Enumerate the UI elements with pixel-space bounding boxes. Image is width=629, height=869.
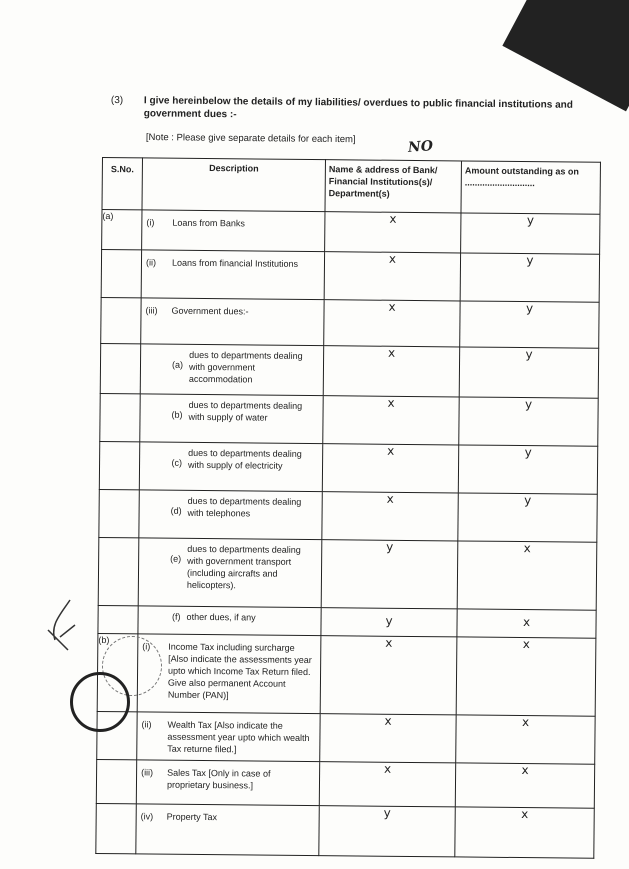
row-text: Loans from financial Institutions	[171, 257, 299, 269]
row-description	[141, 250, 324, 300]
row-sno	[100, 343, 140, 393]
row-sublabel: (e)	[170, 553, 182, 564]
intro-paragraph	[110, 94, 597, 125]
amount-mark: x	[455, 807, 594, 858]
row-sno	[101, 250, 141, 298]
amount-mark: y	[461, 213, 600, 254]
amount-mark: x	[455, 763, 594, 808]
bank-mark: x	[324, 300, 460, 347]
amount-mark: y	[458, 493, 597, 542]
table-row	[97, 711, 595, 764]
row-description	[138, 606, 321, 636]
row-description	[141, 298, 324, 346]
bank-mark: x	[323, 346, 459, 397]
header-description: Description	[142, 158, 325, 212]
amount-mark: x	[456, 715, 595, 764]
row-text: Wealth Tax [Also indicate the assessment year upto which wealth Tax returne filed.]	[167, 719, 310, 755]
row-description	[137, 712, 320, 762]
intro-text: I give hereinbelow the details of my liabilities/ overdues to public financial institutions and government dues :-	[143, 95, 573, 121]
table-row	[101, 250, 599, 303]
amount-mark: x	[457, 541, 597, 610]
amount-mark: y	[460, 253, 599, 302]
row-sublabel: (f)	[172, 611, 181, 622]
bank-mark: x	[320, 714, 456, 763]
row-sno	[98, 537, 139, 605]
bank-mark: x	[322, 444, 458, 493]
header-sno: S.No.	[102, 158, 142, 210]
handwritten-no: NO	[407, 138, 434, 156]
row-description	[140, 344, 323, 396]
bank-mark: x	[324, 252, 460, 301]
row-sno	[99, 441, 139, 489]
row-sno	[100, 393, 140, 441]
row-sno: (b)	[97, 633, 138, 711]
amount-mark: y	[458, 445, 597, 494]
row-sno: (a)	[102, 210, 142, 250]
row-label: (i)	[146, 217, 155, 228]
row-description	[137, 634, 321, 714]
row-description	[136, 804, 319, 856]
bank-mark: x	[322, 492, 458, 541]
bank-mark: y	[319, 806, 455, 857]
bank-mark: x	[325, 212, 461, 253]
row-sublabel: (b)	[171, 409, 183, 420]
row-sno	[96, 759, 136, 803]
bank-mark: x	[320, 636, 457, 715]
header-bank: Name & address of Bank/ Financial Institutions(s)/ Department(s)	[325, 160, 461, 213]
table-row	[101, 297, 599, 348]
row-text: dues to departments dealing with supply of electricity	[188, 447, 302, 471]
row-sno	[101, 297, 141, 343]
row-label: (iv)	[140, 811, 154, 822]
row-sno	[96, 803, 136, 853]
row-text: other dues, if any	[186, 611, 256, 623]
bank-mark: y	[321, 608, 457, 637]
amount-mark: x	[456, 637, 596, 716]
row-text: dues to departments dealing with government transport (including aircrafts and helicopters).	[186, 543, 301, 591]
table-row	[96, 803, 594, 858]
amount-mark: x	[457, 609, 596, 638]
row-text: dues to departments dealing with government accommodation	[188, 349, 303, 385]
row-text: dues to departments dealing with telephones	[187, 495, 302, 519]
row-sublabel: (a)	[171, 359, 184, 370]
table-row	[99, 441, 597, 494]
row-label: (ii)	[145, 257, 157, 268]
row-text: Income Tax including surcharge [Also indicate the assessments year upto which Income Tax Return filed. Give also permanent Account Number (PAN)]	[167, 641, 312, 701]
item-number: (3)	[110, 94, 124, 107]
amount-mark: y	[460, 301, 599, 348]
row-sno	[99, 489, 139, 537]
scan-corner-shadow	[502, 0, 629, 111]
row-description	[138, 538, 322, 608]
row-text: dues to departments dealing with supply of water	[188, 399, 303, 423]
amount-mark: y	[459, 347, 598, 398]
row-text: Property Tax	[166, 811, 218, 823]
bank-mark: x	[323, 396, 459, 445]
row-description	[136, 760, 319, 806]
row-label: (i)	[142, 641, 151, 652]
row-label: (iii)	[145, 305, 158, 316]
signature-mark	[40, 595, 90, 655]
header-amount: Amount outstanding as on ............................	[461, 161, 600, 214]
bank-mark: y	[321, 540, 458, 609]
row-text: Sales Tax [Only in case of proprietary business.]	[166, 767, 271, 791]
table-row	[96, 759, 594, 808]
row-sublabel: (d)	[170, 505, 182, 516]
row-description	[142, 210, 325, 252]
table-row	[102, 210, 600, 255]
liabilities-table	[95, 157, 601, 859]
row-label: (iii)	[141, 767, 154, 778]
row-text: Loans from Banks	[172, 217, 245, 229]
amount-mark: y	[459, 397, 598, 446]
bank-mark: x	[319, 762, 455, 807]
table-row	[100, 393, 598, 446]
table-row	[98, 537, 597, 610]
row-label: (ii)	[141, 719, 152, 730]
note-text: [Note : Please give separate details for each item]	[145, 132, 356, 146]
handwritten-circle	[70, 672, 130, 732]
table-row	[97, 633, 596, 716]
row-sublabel: (c)	[171, 457, 183, 468]
row-description	[140, 394, 323, 444]
table-row	[100, 343, 598, 398]
row-description	[139, 442, 322, 492]
row-description	[139, 490, 322, 540]
row-text: Government dues:-	[171, 305, 249, 317]
row-sno	[98, 605, 138, 633]
table-row	[99, 489, 597, 542]
